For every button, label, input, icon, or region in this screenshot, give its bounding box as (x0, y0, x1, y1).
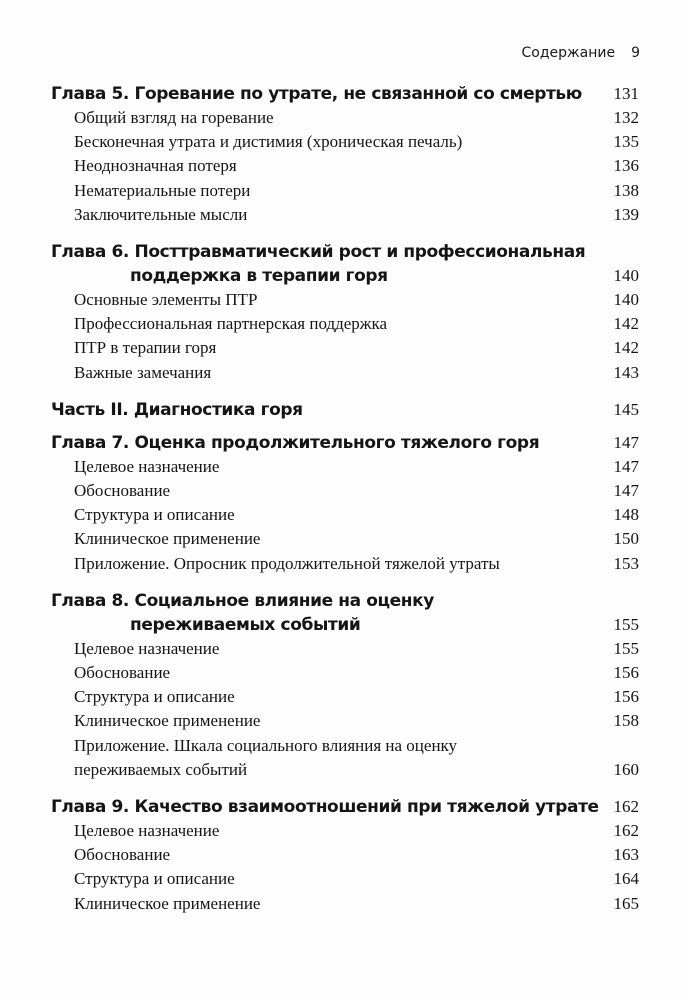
chapter-page-number: 147 (613, 432, 639, 452)
running-header (522, 45, 641, 61)
entry-page-number: 156 (613, 663, 639, 683)
chapter-page-number: 162 (613, 797, 639, 817)
chapter-title: Глава 9. Качество взаимоотношений при тяжелой утрате (51, 797, 599, 818)
part-page-number: 145 (613, 399, 639, 419)
entry-title-line-2: переживаемых событий (74, 759, 248, 779)
entry-page-number: 150 (613, 529, 639, 549)
entry-title: Клиническое применение (74, 893, 261, 913)
toc-entry-appendix[interactable] (51, 734, 639, 782)
chapter-title: Глава 7. Оценка продолжительного тяжелого горя (51, 432, 540, 453)
toc-entry[interactable] (51, 527, 639, 551)
entry-title: Обоснование (74, 845, 171, 865)
chapter-title-line-1: Глава 6. Посттравматический рост и профессиональная (51, 242, 586, 263)
entry-page-number: 153 (613, 553, 639, 573)
toc-entry[interactable] (51, 106, 639, 130)
toc-entry[interactable] (51, 455, 639, 479)
toc-entry[interactable] (51, 361, 639, 385)
toc-entry[interactable] (51, 203, 639, 227)
entry-title: Важные замечания (74, 362, 212, 382)
entry-title: Общий взгляд на горевание (74, 108, 274, 127)
entry-title: Структура и описание (74, 869, 235, 889)
entry-page-number: 158 (613, 711, 639, 731)
toc-entry[interactable] (51, 709, 639, 733)
entry-title: Клиническое применение (74, 711, 261, 731)
part-title: Часть II. Диагностика горя (51, 399, 303, 420)
entry-title: Структура и описание (74, 687, 235, 707)
chapter-page-number: 155 (613, 614, 639, 634)
chapter-title-line-1: Глава 8. Социальное влияние на оценку (51, 590, 434, 611)
chapter-title (51, 240, 585, 288)
chapter-page-number: 140 (613, 266, 639, 286)
entry-page-number: 148 (613, 505, 639, 525)
chapter-title-line-2: поддержка в терапии горя (130, 266, 388, 287)
toc-entry[interactable] (51, 479, 639, 503)
entry-title: Целевое назначение (74, 821, 220, 841)
toc-part-2[interactable] (51, 398, 639, 422)
entry-title: Целевое назначение (74, 638, 220, 658)
toc-chapter-6[interactable] (51, 240, 639, 288)
entry-page-number: 162 (613, 821, 639, 841)
entry-title-line-1: Приложение. Шкала социального влияния на оценку (74, 735, 458, 755)
toc-entry[interactable] (51, 312, 639, 336)
toc-entry[interactable] (51, 685, 639, 709)
entry-page-number: 160 (613, 759, 639, 779)
chapter-title (51, 589, 434, 637)
entry-page-number: 156 (613, 687, 639, 707)
toc-entry[interactable] (51, 288, 639, 312)
toc-entry[interactable] (51, 661, 639, 685)
entry-title: ПТР в терапии горя (74, 338, 217, 358)
entry-page-number: 165 (613, 893, 639, 913)
entry-title: Клиническое применение (74, 529, 261, 549)
entry-page-number: 155 (613, 638, 639, 658)
toc-chapter-8[interactable] (51, 589, 639, 637)
running-header-page-number: 9 (631, 45, 640, 61)
toc-entry[interactable] (51, 179, 639, 203)
entry-page-number: 132 (613, 108, 639, 127)
entry-title: Профессиональная партнерская поддержка (74, 314, 388, 334)
chapter-title-line-2: переживаемых событий (130, 614, 361, 635)
entry-page-number: 136 (613, 156, 639, 176)
entry-page-number: 142 (613, 338, 639, 358)
entry-page-number: 139 (613, 204, 639, 224)
entry-page-number: 138 (613, 180, 639, 200)
toc-entry[interactable] (51, 843, 639, 867)
entry-title: Основные элементы ПТР (74, 290, 258, 310)
entry-title: Бесконечная утрата и дистимия (хроническая печаль) (74, 132, 463, 152)
entry-page-number: 147 (613, 456, 639, 476)
entry-page-number: 164 (613, 869, 639, 889)
entry-title: Заключительные мысли (74, 204, 248, 224)
chapter-page-number: 131 (613, 84, 639, 103)
entry-title: Обоснование (74, 663, 171, 683)
toc-entry[interactable] (51, 130, 639, 154)
chapter-title: Глава 5. Горевание по утрате, не связанной со смертью (51, 84, 582, 104)
entry-title: Структура и описание (74, 505, 235, 525)
entry-title (74, 734, 457, 782)
toc-entry[interactable] (51, 503, 639, 527)
entry-title: Нематериальные потери (74, 180, 251, 200)
entry-page-number: 163 (613, 845, 639, 865)
toc-chapter-9[interactable] (51, 795, 639, 819)
table-of-contents (51, 82, 639, 916)
toc-entry[interactable] (51, 336, 639, 360)
entry-page-number: 135 (613, 132, 639, 152)
entry-title: Неоднозначная потеря (74, 156, 237, 176)
toc-entry[interactable] (51, 867, 639, 891)
entry-page-number: 142 (613, 314, 639, 334)
entry-title: Целевое назначение (74, 456, 220, 476)
toc-entry[interactable] (51, 819, 639, 843)
entry-page-number: 140 (613, 290, 639, 310)
entry-page-number: 147 (613, 481, 639, 501)
toc-chapter-7[interactable] (51, 431, 639, 455)
entry-title: Обоснование (74, 481, 171, 501)
toc-entry[interactable] (51, 552, 639, 576)
toc-entry[interactable] (51, 154, 639, 178)
toc-chapter-5[interactable] (51, 82, 639, 106)
toc-entry[interactable] (51, 892, 639, 916)
running-header-title: Содержание (521, 45, 616, 61)
toc-entry[interactable] (51, 637, 639, 661)
entry-page-number: 143 (613, 362, 639, 382)
entry-title: Приложение. Опросник продолжительной тяжелой утраты (74, 553, 500, 573)
